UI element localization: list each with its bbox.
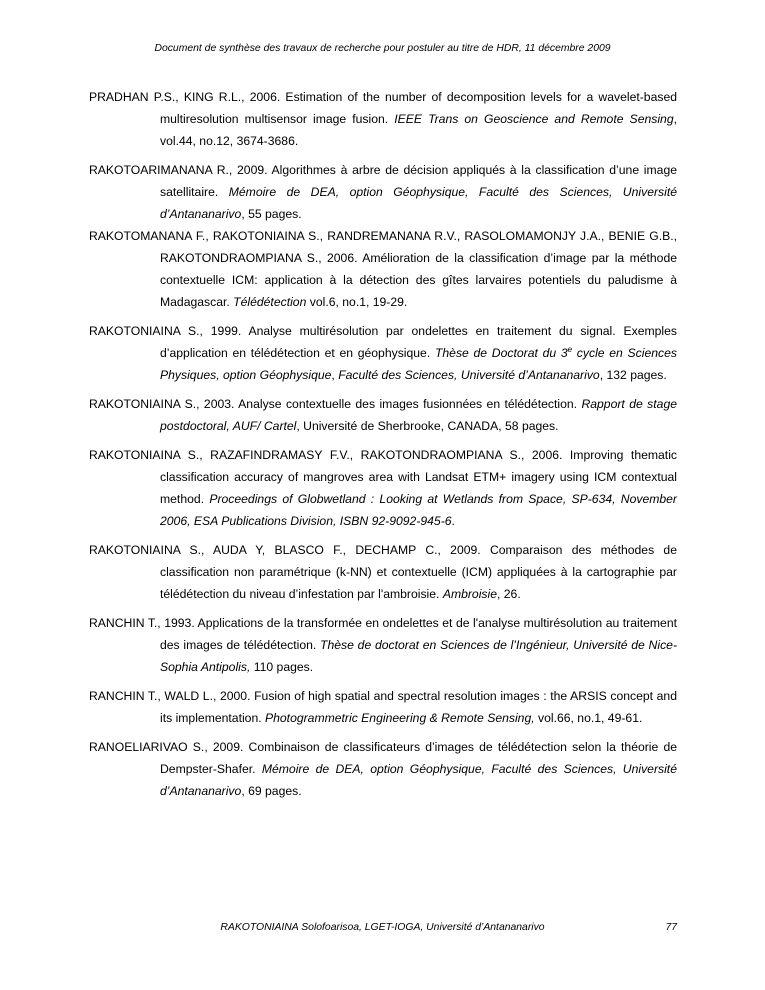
ref-source: Photogrammetric Engineering & Remote Sensing, [265,711,535,725]
reference-entry [89,86,677,152]
reference-entry [89,159,677,225]
ref-text: RANOELIARIVAO S., 2009. Combinaison de classificateurs d’images de télédétection selon la théorie de Dempster-Shafer. [89,740,677,776]
reference-entry [89,393,677,437]
page-number: 77 [665,922,677,933]
reference-entry [89,320,677,386]
ref-text: RAKOTOARIMANANA R., 2009. Algorithmes à arbre de décision appliqués à la classification d’une image satellitaire. [89,163,677,199]
ref-details: 110 pages. [250,660,314,674]
reference-entry [89,736,677,802]
ref-details: , 69 pages. [241,784,302,798]
reference-entry [89,225,677,313]
reference-entry [89,612,677,678]
ref-text: RAKOTONIAINA S., 1999. Analyse multirésolution par ondelettes en traitement du signal. Exemples d’application en télédétection et en géophysique. [89,324,677,360]
ref-text: RAKOTONIAINA S., RAZAFINDRAMASY F.V., RAKOTONDRAOMPIANA S., 2006. Improving thematic classification accuracy of mangroves area with Landsat ETM+ imagery using ICM contextual method. [89,448,677,506]
ref-institution: Faculté des Sciences, Université d’Antananarivo [338,368,600,382]
ref-details: , 132 pages. [599,368,667,382]
reference-entry [89,444,677,532]
ref-superscript: e [567,345,573,354]
ref-details: , 26. [497,587,521,601]
ref-details: . [451,514,455,528]
ref-text: RANCHIN T., WALD L., 2000. Fusion of high spatial and spectral resolution images : the ARSIS concept and its implementation. [89,689,677,725]
ref-details: vol.6, no.1, 19-29. [306,295,408,309]
ref-source-cont: cycle en Sciences Physiques, option Géophysique [160,346,677,382]
ref-source: Thèse de doctorat en Sciences de l’Ingénieur, Université de Nice-Sophia Antipolis, [160,638,677,674]
ref-text: RANCHIN T., 1993. Applications de la transformée en ondelettes et de l'analyse multirésolution au traitement des images de télédétection. [89,616,677,652]
ref-text: RAKOTOMANANA F., RAKOTONIAINA S., RANDREMANANA R.V., RASOLOMAMONJY J.A., BENIE G.B., RAKOTONDRAOMPIANA S., 2006. Amélioration de la classification d’image par la méthode contextuelle ICM: application à la détection des gîtes larvaires potentiels du paludisme à Madagascar. [89,229,677,309]
reference-entry [89,685,677,729]
ref-source: Mémoire de DEA, option Géophysique, Faculté des Sciences, Université d’Antananarivo [160,185,677,221]
ref-details: vol.66, no.1, 49-61. [534,711,643,725]
ref-source: IEEE Trans on Geoscience and Remote Sensing [394,112,674,126]
ref-details: , Université de Sherbrooke, CANADA, 58 pages. [296,419,559,433]
ref-source: Thèse de Doctorat du 3 [434,346,568,360]
ref-text: RAKOTONIAINA S., AUDA Y, BLASCO F., DECHAMP C., 2009. Comparaison des méthodes de classification non paramétrique (k-NN) et contextuelle (ICM) appliquées à la cartographie par télédétection du niveau d’infestation par l'ambroisie. [89,543,677,601]
ref-source: Ambroisie [442,587,497,601]
running-header: Document de synthèse des travaux de recherche pour postuler au titre de HDR, 11 décembre 2009 [154,43,611,54]
ref-text: RAKOTONIAINA S., 2003. Analyse contextuelle des images fusionnées en télédétection. [89,397,582,411]
reference-entry [89,539,677,605]
ref-details: , 55 pages. [241,207,302,221]
ref-source: Télédétection [233,295,307,309]
ref-source: Proceedings of Globwetland : Looking at Wetlands from Space, SP-634, November 2006, ESA Publications Division, ISBN 92-9092-945-6 [160,492,677,528]
ref-source: Rapport de stage postdoctoral, AUF/ Cartel [160,397,677,433]
ref-text: PRADHAN P.S., KING R.L., 2006. Estimation of the number of decomposition levels for a wavelet-based multiresolution multisensor image fusion. [89,90,677,126]
running-footer: RAKOTONIAINA Solofoarisoa, LGET-IOGA, Université d’Antananarivo [220,922,545,933]
ref-separator: , [331,368,339,382]
reference-list [89,86,677,809]
ref-details: , vol.44, no.12, 3674-3686. [160,112,677,148]
ref-source: Mémoire de DEA, option Géophysique, Faculté des Sciences, Université d’Antananarivo [160,762,677,798]
